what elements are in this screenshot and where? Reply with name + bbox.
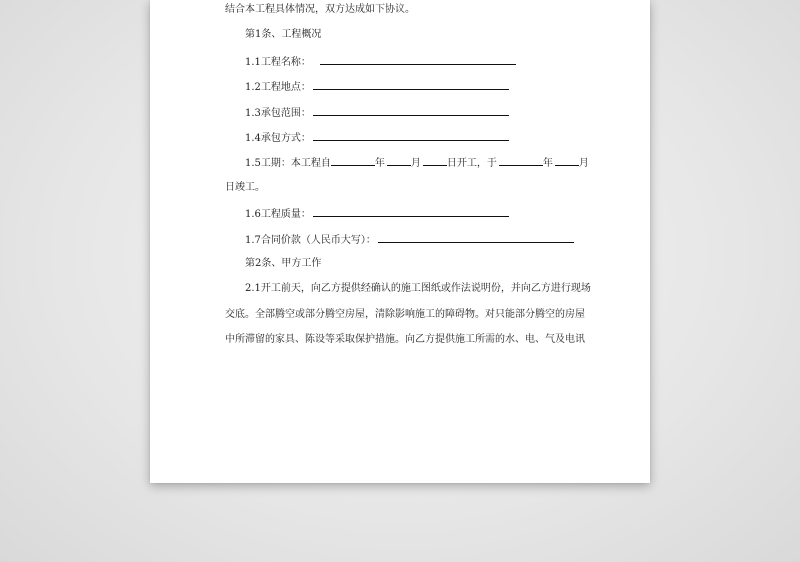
duration-year1-blank bbox=[331, 156, 375, 166]
field-contract-method bbox=[245, 131, 509, 145]
field-contract-price-label: 1.7合同价款（人民币大写）： bbox=[245, 235, 376, 246]
field-duration-label: 1.5工期：本工程自 bbox=[245, 158, 331, 169]
duration-day1-blank bbox=[423, 156, 447, 166]
duration-month2-blank bbox=[555, 156, 579, 166]
duration-year2-blank bbox=[499, 156, 543, 166]
field-contract-method-blank bbox=[313, 131, 509, 141]
duration-month1-label: 月 bbox=[410, 158, 421, 169]
field-project-location bbox=[245, 80, 509, 94]
field-duration bbox=[245, 156, 589, 170]
document-page bbox=[150, 0, 650, 483]
duration-month1-blank bbox=[387, 156, 411, 166]
paragraph-line-1: 2.1开工前天，向乙方提供经确认的施工图纸或作法说明份，并向乙方进行现场 bbox=[245, 283, 591, 294]
section1-heading: 第1条、工程概况 bbox=[245, 29, 322, 40]
field-contract-scope-blank bbox=[313, 106, 509, 116]
field-contract-scope bbox=[245, 106, 509, 120]
field-project-name-label: 1.1工程名称： bbox=[245, 57, 311, 68]
field-project-name-blank bbox=[320, 55, 516, 65]
field-quality bbox=[245, 207, 509, 221]
field-contract-price-blank bbox=[378, 233, 574, 243]
field-contract-method-label: 1.4承包方式： bbox=[245, 133, 311, 144]
duration-start-label: 日开工，于 bbox=[446, 158, 497, 169]
field-quality-label: 1.6工程质量： bbox=[245, 209, 311, 220]
field-duration-end: 日竣工。 bbox=[225, 182, 265, 193]
field-project-location-blank bbox=[313, 80, 509, 90]
paragraph-line-3: 中所滞留的家具、陈设等采取保护措施。向乙方提供施工所需的水、电、气及电讯 bbox=[225, 334, 585, 345]
intro-text: 结合本工程具体情况，双方达成如下协议。 bbox=[225, 4, 415, 15]
duration-year1-label: 年 bbox=[374, 158, 385, 169]
field-project-location-label: 1.2工程地点： bbox=[245, 82, 311, 93]
field-contract-scope-label: 1.3承包范围： bbox=[245, 108, 311, 119]
field-project-name bbox=[245, 55, 516, 69]
paragraph-line-2: 交底。全部腾空或部分腾空房屋，清除影响施工的障碍物。对只能部分腾空的房屋 bbox=[225, 309, 585, 320]
field-quality-blank bbox=[313, 207, 509, 217]
section2-heading: 第2条、甲方工作 bbox=[245, 258, 322, 269]
field-contract-price bbox=[245, 233, 574, 247]
duration-month2-label: 月 bbox=[578, 158, 589, 169]
duration-year2-label: 年 bbox=[542, 158, 553, 169]
